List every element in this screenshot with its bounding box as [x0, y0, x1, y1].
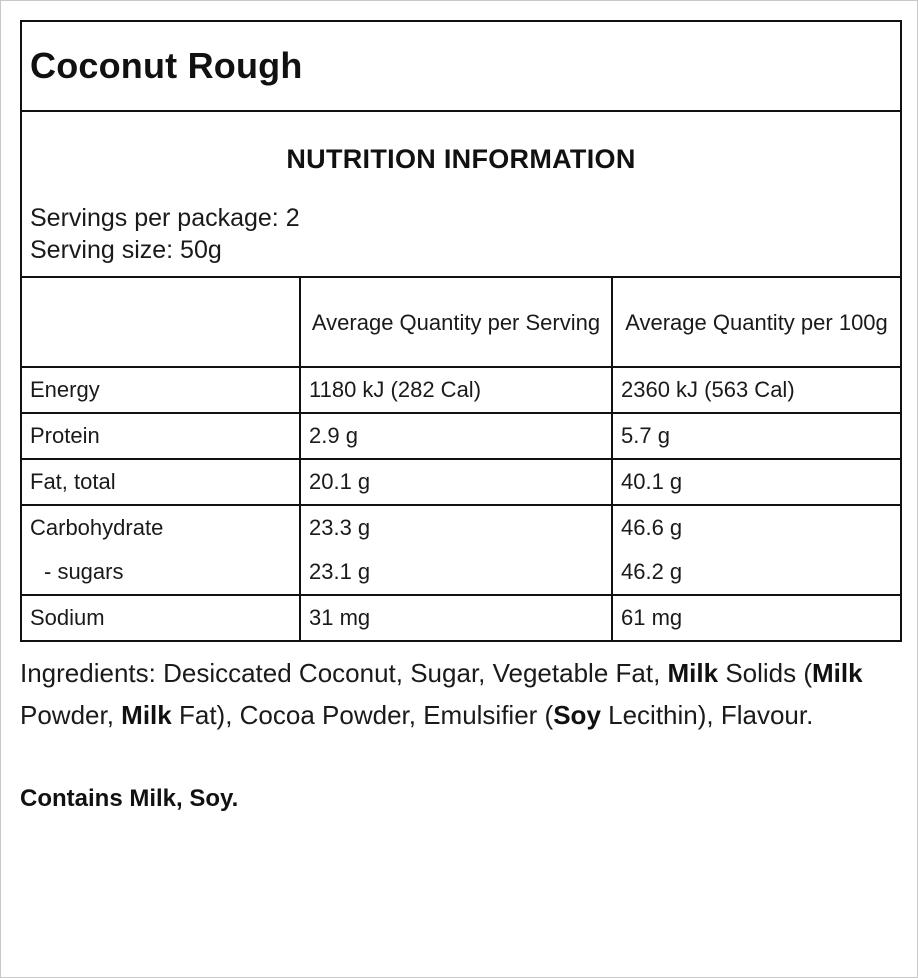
row-label: Fat, total	[22, 459, 300, 505]
table-header-row	[22, 278, 900, 367]
row-per-100g: 5.7 g	[612, 413, 900, 459]
row-label	[22, 505, 300, 595]
table-row-protein	[22, 413, 900, 459]
serving-size: Serving size: 50g	[30, 236, 222, 264]
ingredients-segment: Solids (	[718, 658, 813, 688]
row-per-100g	[612, 505, 900, 595]
header-per-100g: Average Quantity per 100g	[612, 278, 900, 367]
product-name: Coconut Rough	[30, 45, 303, 86]
table-row-carbohydrate	[22, 505, 900, 595]
allergen-statement: Contains Milk, Soy.	[20, 785, 239, 812]
sugars-per-100g: 46.2 g	[621, 559, 683, 584]
ingredients-allergen: Soy	[553, 700, 601, 730]
row-per-serving: 2.9 g	[300, 413, 612, 459]
header-per-serving: Average Quantity per Serving	[300, 278, 612, 367]
ingredients-allergen: Milk	[667, 658, 719, 688]
row-label: Sodium	[22, 595, 300, 640]
table-row-energy	[22, 367, 900, 413]
ingredients-segment: Ingredients: Desiccated Coconut, Sugar, Vegetable Fat,	[20, 658, 668, 688]
table-row-fat	[22, 459, 900, 505]
servings-per-package: Servings per package: 2	[30, 204, 300, 232]
carbohydrate-per-serving: 23.3 g	[309, 515, 371, 540]
nutrition-table	[22, 278, 900, 640]
row-per-serving: 20.1 g	[300, 459, 612, 505]
row-per-serving	[300, 505, 612, 595]
ingredients-segment: Powder,	[20, 700, 122, 730]
row-per-serving: 1180 kJ (282 Cal)	[300, 367, 612, 413]
nutrition-title: NUTRITION INFORMATION	[286, 144, 636, 174]
ingredients-text	[20, 652, 890, 736]
header-label-column	[22, 278, 300, 367]
ingredients-segment: Lecithin), Flavour.	[600, 700, 814, 730]
row-per-100g: 2360 kJ (563 Cal)	[612, 367, 900, 413]
row-label: Protein	[22, 413, 300, 459]
sugars-label: - sugars	[44, 559, 124, 584]
product-name-row	[22, 22, 900, 112]
sugars-per-serving: 23.1 g	[309, 559, 371, 584]
table-row-sodium	[22, 595, 900, 640]
ingredients-allergen: Milk	[121, 700, 172, 730]
carbohydrate-label: Carbohydrate	[30, 515, 164, 540]
ingredients-allergen: Milk	[812, 658, 863, 688]
row-per-serving: 31 mg	[300, 595, 612, 640]
nutrition-panel	[20, 20, 902, 642]
row-per-100g: 61 mg	[612, 595, 900, 640]
ingredients-segment: Fat), Cocoa Powder, Emulsifier (	[171, 700, 554, 730]
carbohydrate-per-100g: 46.6 g	[621, 515, 683, 540]
nutrition-info-header	[22, 112, 900, 278]
row-label: Energy	[22, 367, 300, 413]
row-per-100g: 40.1 g	[612, 459, 900, 505]
